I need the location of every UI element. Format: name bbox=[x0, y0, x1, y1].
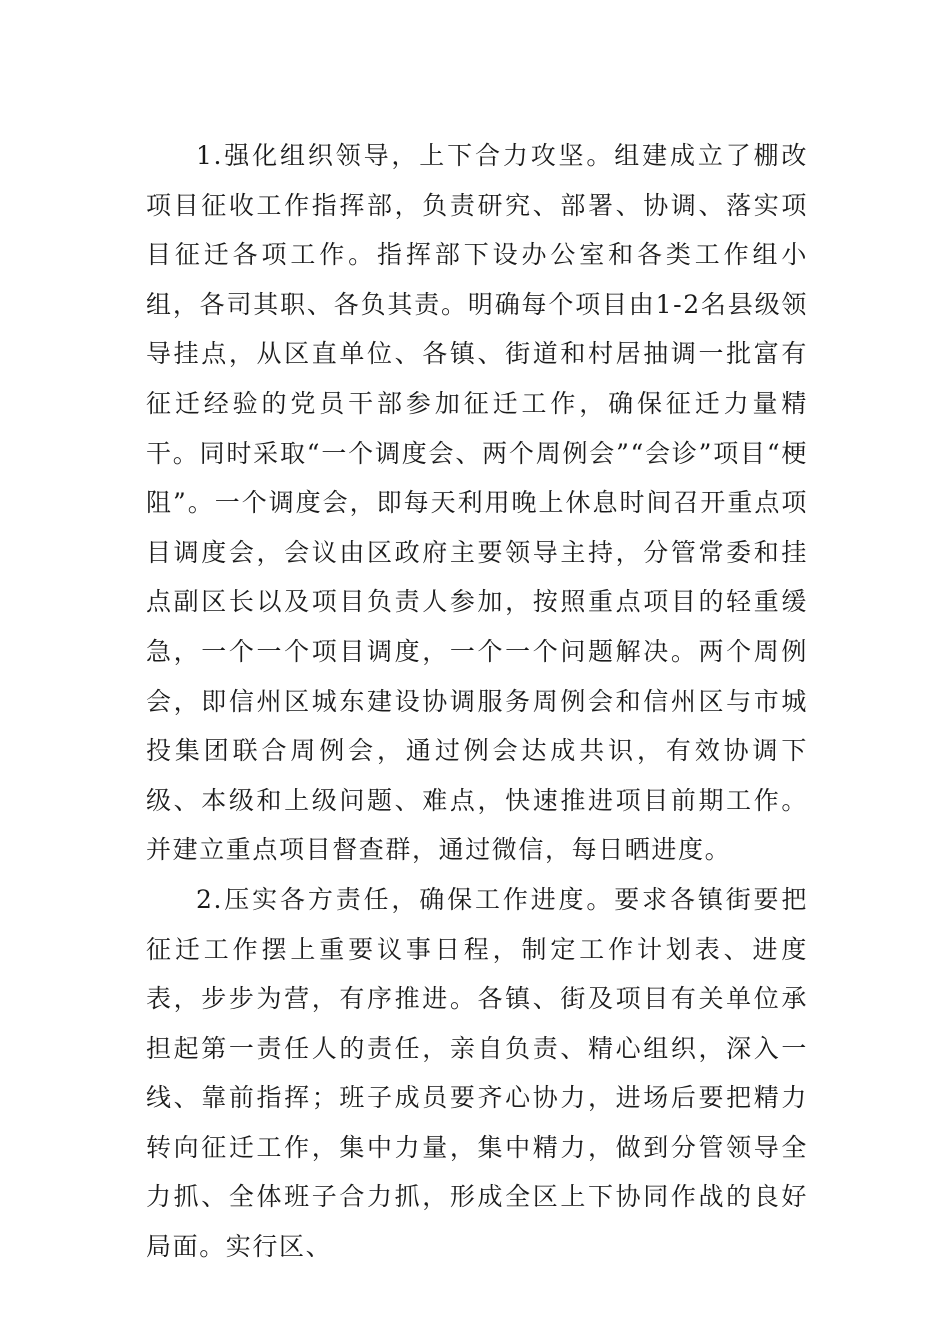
document-body bbox=[146, 131, 808, 1272]
paragraph-2: 2.压实各方责任，确保工作进度。要求各镇街要把征迁工作摆上重要议事日程，制定工作计划表、进度表，步步为营，有序推进。各镇、街及项目有关单位承担起第一责任人的责任，亲自负责、精心组织，深入一线、靠前指挥；班子成员要齐心协力，进场后要把精力转向征迁工作，集中力量，集中精力，做到分管领导全力抓、全体班子合力抓，形成全区上下协同作战的良好局面。实行区、 bbox=[146, 884, 808, 1262]
paragraph-1: 1.强化组织领导，上下合力攻坚。组建成立了棚改项目征收工作指挥部，负责研究、部署、协调、落实项目征迁各项工作。指挥部下设办公室和各类工作组小组，各司其职、各负其责。明确每个项目由1-2名县级领导挂点，从区直单位、各镇、街道和村居抽调一批富有征迁经验的党员干部参加征迁工作，确保征迁力量精干。同时采取“一个调度会、两个周例会”“会诊”项目“梗阻”。一个调度会，即每天利用晚上休息时间召开重点项目调度会，会议由区政府主要领导主持，分管常委和挂点副区长以及项目负责人参加，按照重点项目的轻重缓急，一个一个项目调度，一个一个问题解决。两个周例会，即信州区城东建设协调服务周例会和信州区与市城投集团联合周例会，通过例会达成共识，有效协调下级、本级和上级问题、难点，快速推进项目前期工作。并建立重点项目督查群，通过微信，每日晒进度。 bbox=[146, 141, 808, 865]
